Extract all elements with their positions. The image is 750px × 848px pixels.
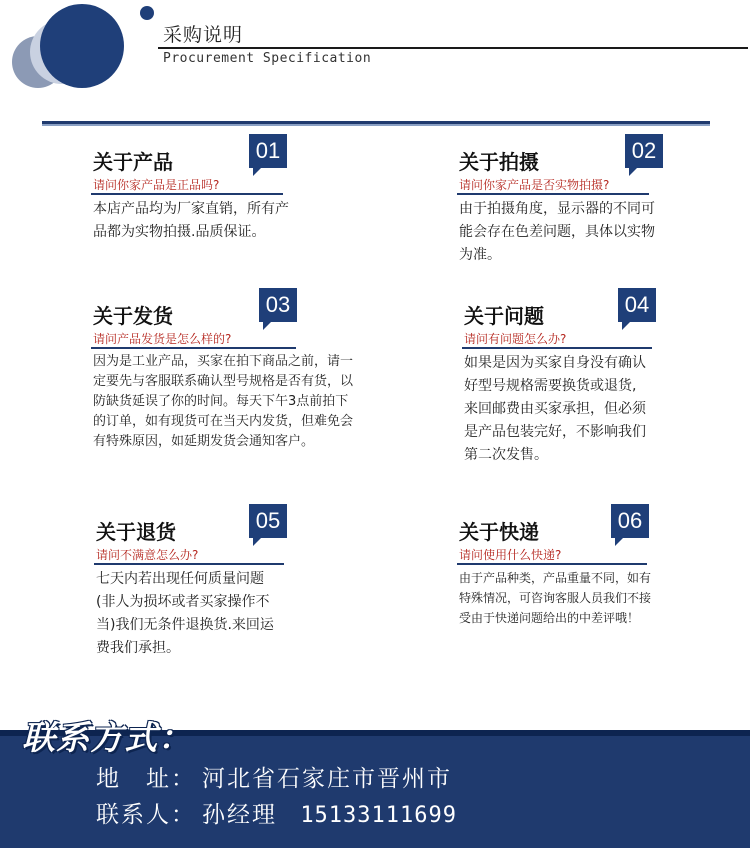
faq-answer: 如果是因为买家自身没有确认好型号规格需要换货或退货,来回邮费由买家承担，但必须是产品包装完好，不影响我们第二次发售。 [464, 355, 646, 463]
faq-answer: 由于拍摄角度，显示器的不同可能会存在色差问题，具体以实物为准。 [459, 201, 655, 263]
faq-answer: 本店产品均为厂家直销，所有产品都为实物拍摄.品质保证。 [93, 201, 289, 240]
faq-number-badge: 04 [618, 288, 656, 322]
faq-number-badge: 01 [249, 134, 287, 168]
faq-number-badge: 02 [625, 134, 663, 168]
page-subtitle: Procurement Specification [163, 51, 372, 66]
contact-heading: 联系方式： [22, 718, 192, 757]
logo-circles [0, 0, 160, 110]
faq-underline [91, 193, 283, 195]
faq-title: 关于拍摄 [459, 150, 539, 174]
faq-underline [457, 193, 649, 195]
contact-person-row [96, 796, 457, 829]
faq-underline [462, 347, 652, 349]
faq-question: 请问有问题怎么办? [464, 332, 567, 346]
person-value: 孙经理 [202, 802, 277, 828]
faq-answer: 因为是工业产品，买家在拍下商品之前，请一定要先与客服联系确认型号规格是否有货，以防缺货延误了你的时间。每天下午3点前拍下的订单，如有现货可在当天内发货，但难免会有特殊原因，如延期发货会通知客户。 [93, 354, 354, 449]
faq-question: 请问你家产品是正品吗? [93, 178, 220, 192]
address-value: 河北省石家庄市晋州市 [202, 766, 452, 792]
faq-question: 请问你家产品是否实物拍摄? [459, 178, 610, 192]
faq-underline [91, 347, 296, 349]
faq-answer: 七天内若出现任何质量问题(非人为损坏或者买家操作不当)我们无条件退换货.来回运费我们承担。 [96, 571, 274, 656]
faq-underline [94, 563, 284, 565]
faq-question: 请问使用什么快递? [459, 548, 562, 562]
address-label: 地 址： [96, 766, 196, 792]
page-title: 采购说明 [163, 24, 244, 46]
faq-title: 关于问题 [464, 304, 544, 328]
faq-title: 关于发货 [93, 304, 173, 328]
faq-number-badge: 05 [249, 504, 287, 538]
section-divider [42, 121, 710, 124]
faq-number-badge: 03 [259, 288, 297, 322]
phone-value: 15133111699 [300, 803, 458, 828]
faq-question: 请问产品发货是怎么样的? [93, 332, 232, 346]
faq-title: 关于快递 [459, 520, 539, 544]
faq-question: 请问不满意怎么办? [96, 548, 199, 562]
faq-title: 关于退货 [96, 520, 176, 544]
faq-answer: 由于产品种类，产品重量不同，如有特殊情况，可咨询客服人员我们不接受由于快递问题给出的中差评哦！ [459, 571, 652, 625]
person-label: 联系人： [96, 802, 196, 828]
faq-underline [457, 563, 647, 565]
contact-address-row [96, 760, 452, 793]
header-divider [158, 47, 748, 49]
faq-number-badge: 06 [611, 504, 649, 538]
faq-title: 关于产品 [93, 150, 173, 174]
